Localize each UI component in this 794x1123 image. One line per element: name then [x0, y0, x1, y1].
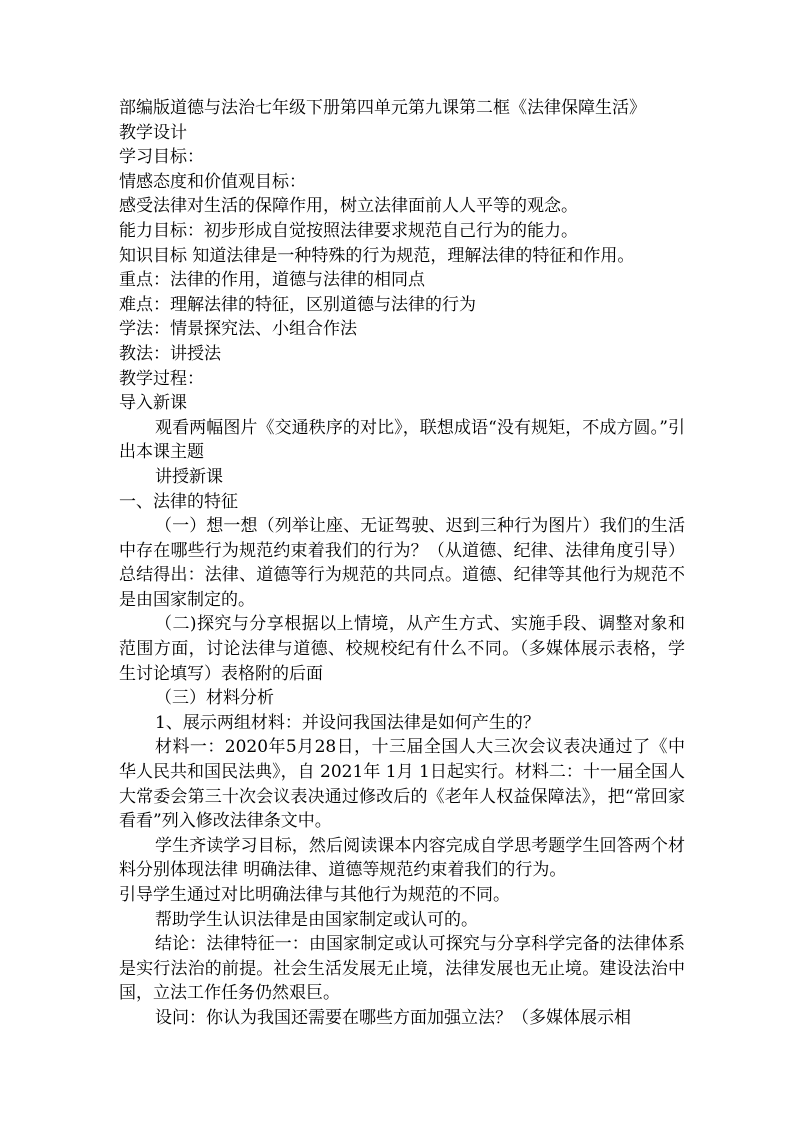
item-1-line: 1、展示两组材料：并设问我国法律是如何产生的？ [155, 712, 540, 733]
doc-title-line-1: 部编版道德与法治七年级下册第四单元第九课第二框《法律保障生活》 [119, 98, 646, 118]
conclusion-paragraph: 结论：法律特征一：由国家制定或认可探究与分享科学完备的法律体系是实行法治的前提。社会生活发展无止境，法律发展也无止境。建设法治中国，立法工作任务仍然艰巨。 [119, 934, 685, 1004]
students-read-paragraph: 学生齐读学习目标，然后阅读课本内容完成自学思考题学生回答两个材料分别体现法律 明确法律、道德等规范约束着我们的行为。 [119, 835, 685, 881]
process-heading: 教学过程： [119, 368, 204, 389]
knowledge-goal: 知识目标 知道法律是一种特殊的行为规范，理解法律的特征和作用。 [119, 245, 635, 266]
new-lesson-heading: 讲授新课 [155, 466, 223, 487]
part-3-heading: （三）材料分析 [155, 688, 274, 709]
document-page [119, 96, 685, 1031]
doc-title-line-2: 教学设计 [119, 122, 187, 143]
part-1-paragraph: （一）想一想（列举让座、无证驾驶、迟到三种行为图片）我们的生活中存在哪些行为规范约束着我们的行为？（从道德、纪律、法律角度引导）总结得出：法律、道德等行为规范的共同点。道德、纪律等其他行为规范不是由国家制定的。 [119, 516, 685, 610]
difficult-point: 难点：理解法律的特征，区别道德与法律的行为 [119, 294, 476, 315]
part-2-paragraph: （二)探究与分享根据以上情境，从产生方式、实施手段、调整对象和范围方面，讨论法律与道德、校规校纪有什么不同。（多媒体展示表格，学生讨论填写）表格附的后面 [119, 614, 685, 684]
intro-heading: 导入新课 [119, 393, 187, 414]
guide-line: 引导学生通过对比明确法律与其他行为规范的不同。 [119, 885, 510, 905]
emotion-goal-heading: 情感态度和价值观目标： [119, 171, 306, 192]
key-point: 重点：法律的作用，道德与法律的相同点 [119, 270, 425, 291]
ability-goal: 能力目标：初步形成自觉按照法律要求规范自己行为的能力。 [119, 220, 578, 241]
emotion-goal-text: 感受法律对生活的保障作用，树立法律面前人人平等的观念。 [119, 196, 578, 217]
help-line: 帮助学生认识法律是由国家制定或认可的。 [155, 909, 478, 930]
section-1-heading: 一、法律的特征 [119, 491, 238, 512]
material-paragraph: 材料一：2020年5月28日，十三届全国人大三次会议表决通过了《中华人民共和国民法典》，自 2021年 1月 1日起实行。材料二：十一届全国人大常委会第三十次会议表决通过修改后的《老年人权益保障法》，把“常回家看看”列入修改法律条文中。 [119, 737, 685, 832]
goals-heading: 学习目标： [119, 147, 204, 168]
teaching-method: 教法：讲授法 [119, 343, 221, 364]
intro-paragraph: 观看两幅图片《交通秩序的对比》，联想成语“没有规矩，不成方圆。”引出本课主题 [119, 417, 685, 463]
learning-method: 学法：情景探究法、小组合作法 [119, 319, 357, 340]
question-line: 设问：你认为我国还需要在哪些方面加强立法？（多媒体展示相 [155, 1007, 631, 1028]
